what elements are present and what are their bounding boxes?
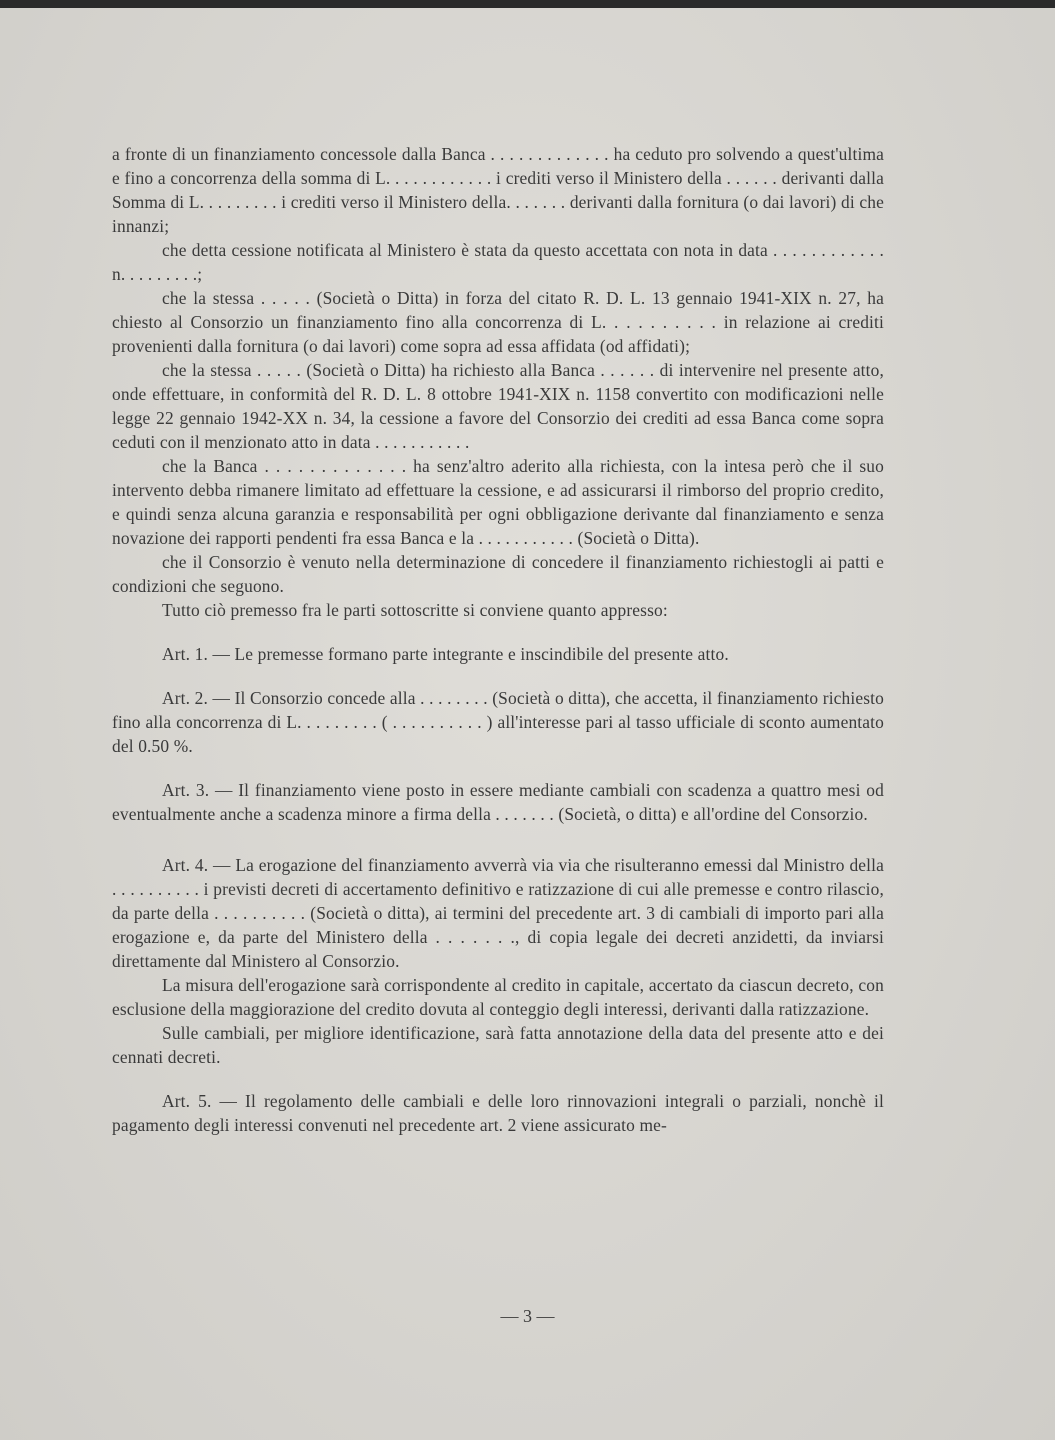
article-2: Art. 2. — Il Consorzio concede alla . . . . . . . . (Società o ditta), che accetta, il finanziamento richiesto fino alla concorrenza di L. . . . . . . . . ( . . . . . . . . . . ) all'interesse pari al tasso ufficiale di sconto aumentato del 0.50 %.	[112, 688, 884, 756]
paragraph-misura-erogazione: La misura dell'erogazione sarà corrispondente al credito in capitale, accertato da ciascun decreto, con esclusione della maggiorazione del credito dovuta al conteggio degli interessi, derivanti dalla ratizzazione.	[112, 975, 884, 1019]
paragraph-cambiali: Sulle cambiali, per migliore identificazione, sarà fatta annotazione della data del presente atto e dei cennati decreti.	[112, 1023, 884, 1067]
paragraph-richiesta-consorzio: che la stessa . . . . . (Società o Ditta) in forza del citato R. D. L. 13 gennaio 1941-XIX n. 27, ha chiesto al Consorzio un finanziamento fino alla concorrenza di L. . . . . . . . . . in relazione ai crediti provenienti dalla fornitura (o dai lavori) come sopra ad essa affidata (od affidati);	[112, 288, 884, 356]
body-text	[112, 142, 884, 1137]
article-1: Art. 1. — Le premesse formano parte integrante e inscindibile del presente atto.	[162, 644, 729, 664]
paragraph-notifica: che detta cessione notificata al Ministero è stata da questo accettata con nota in data . . . . . . . . . . . . n. . . . . . . . .;	[112, 240, 884, 284]
paragraph-premesso: Tutto ciò premesso fra le parti sottoscritte si conviene quanto appresso:	[162, 600, 668, 620]
article-3: Art. 3. — Il finanziamento viene posto in essere mediante cambiali con scadenza a quattro mesi od eventualmente anche a scadenza minore a firma della . . . . . . . (Società, o ditta) e all'ordine del Consorzio.	[112, 780, 884, 824]
document-page	[0, 8, 1055, 1440]
article-5: Art. 5. — Il regolamento delle cambiali e delle loro rinnovazioni integrali o parziali, nonchè il pagamento degli interessi convenuti nel precedente art. 2 viene assicurato me-	[112, 1091, 884, 1135]
article-4: Art. 4. — La erogazione del finanziamento avverrà via via che risulteranno emessi dal Ministro della . . . . . . . . . . i previsti decreti di accertamento definitivo e ratizzazione di cui alle premesse e contro rilascio, da parte della . . . . . . . . . . (Società o ditta), ai termini del precedente art. 3 di cambiali di importo pari alla erogazione e, da parte del Ministero della . . . . . . ., di copia legale dei decreti anzidetti, da inviarsi direttamente dal Ministero al Consorzio.	[112, 855, 884, 971]
paragraph-adesione-banca: che la Banca . . . . . . . . . . . . . ha senz'altro aderito alla richiesta, con la intesa però che il suo intervento debba rimanere limitato ad effettuare la cessione, e ad assicurarsi il rimborso del proprio credito, e quindi senza alcuna garanzia e responsabilità per ogni obbligazione derivante dal finanziamento e senza novazione dei rapporti pendenti fra essa Banca e la . . . . . . . . . . . (Società o Ditta).	[112, 456, 884, 548]
page-number: — 3 —	[500, 1306, 555, 1326]
paragraph-richiesta-banca: che la stessa . . . . . (Società o Ditta) ha richiesto alla Banca . . . . . . di intervenire nel presente atto, onde effettuare, in conformità del R. D. L. 8 ottobre 1941-XIX n. 1158 convertito con modificazioni nelle legge 22 gennaio 1942-XX n. 34, la cessione a favore del Consorzio dei crediti ad essa Banca come sopra ceduti con il menzionato atto in data . . . . . . . . . . .	[112, 360, 884, 452]
paragraph-determinazione: che il Consorzio è venuto nella determinazione di concedere il finanziamento richiestogli ai patti e condizioni che seguono.	[112, 552, 884, 596]
paragraph-intro: a fronte di un finanziamento concessole dalla Banca . . . . . . . . . . . . . ha ceduto pro solvendo a quest'ultima e fino a concorrenza della somma di L. . . . . . . . . . . . i crediti verso il Ministero della . . . . . . derivanti dalla Somma di L. . . . . . . . . i crediti verso il Ministero della. . . . . . . derivanti dalla fornitura (o dai lavori) di che innanzi;	[112, 144, 884, 236]
